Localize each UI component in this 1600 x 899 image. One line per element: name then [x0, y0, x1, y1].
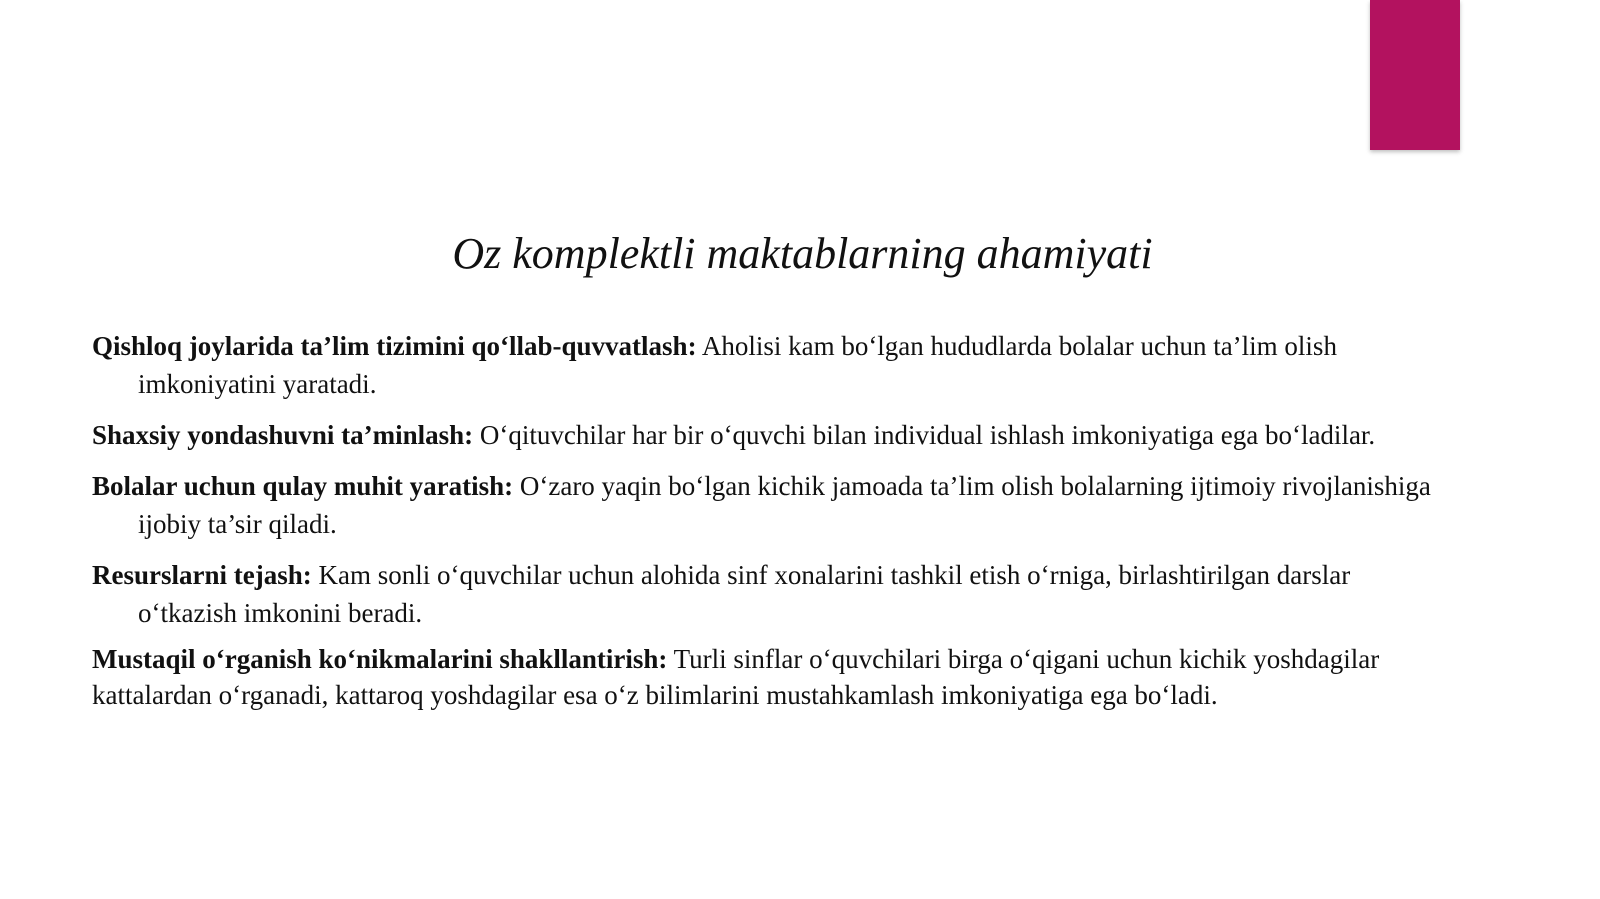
item-lead: Bolalar uchun qulay muhit yaratish: [92, 471, 514, 501]
item-lead: Resurslarni tejash: [92, 560, 312, 590]
item-lead: Qishloq joylarida ta’lim tizimini qo‘llab-quvvatlash: [92, 331, 697, 361]
item-text: O‘qituvchilar har bir o‘quvchi bilan individual ishlash imkoniyatiga ega bo‘ladilar. [473, 420, 1376, 450]
slide-title: Oz komplektli maktablarning ahamiyati [452, 229, 1153, 278]
item-text: Turli sinflar o‘quvchilari birga o‘qigani uchun kichik yoshdagilar kattalardan o‘rganadi, kattaroq yoshdagilar esa o‘z bilimlarini mustahkamlash imkoniyatiga ega bo‘ladi. [92, 644, 1380, 710]
list-item [92, 641, 1432, 713]
accent-block [1370, 0, 1460, 150]
item-text: O‘zaro yaqin bo‘lgan kichik jamoada ta’lim olish bolalarning ijtimoiy rivojlanishiga ijobiy ta’sir qiladi. [138, 471, 1431, 539]
item-text: Kam sonli o‘quvchilar uchun alohida sinf xonalarini tashkil etish o‘rniga, birlashtirilgan darslar o‘tkazish imkonini beradi. [138, 560, 1351, 628]
list-item [92, 556, 1432, 632]
item-lead: Shaxsiy yondashuvni ta’minlash: [92, 420, 474, 450]
item-text: Aholisi kam bo‘lgan hududlarda bolalar uchun ta’lim olish imkoniyatini yaratadi. [138, 331, 1337, 399]
list-item [92, 416, 1432, 454]
slide-content [92, 327, 1432, 726]
list-item [92, 327, 1432, 403]
item-lead: Mustaqil o‘rganish ko‘nikmalarini shakllantirish: [92, 644, 668, 674]
list-item [92, 467, 1432, 543]
